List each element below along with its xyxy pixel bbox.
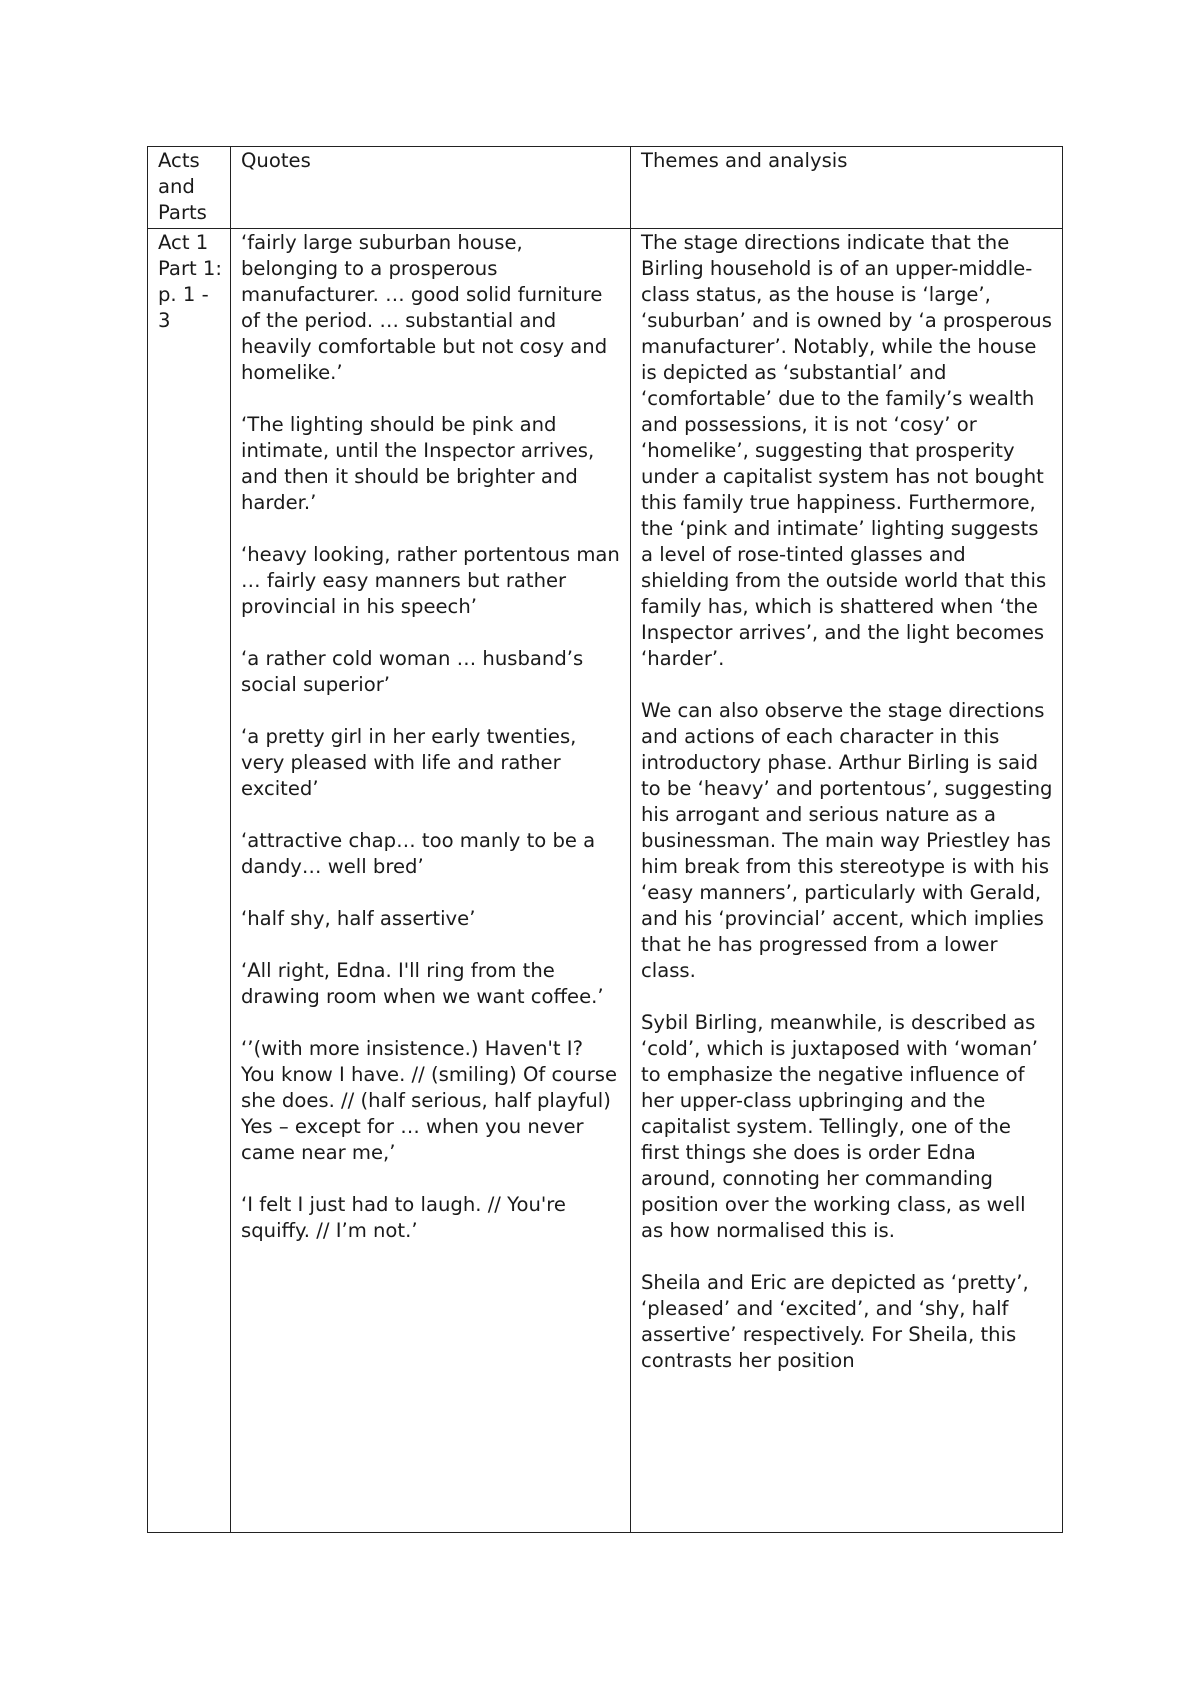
quotes-cell — [231, 229, 631, 1533]
analysis-paragraph: The stage directions indicate that the Birling household is of an upper-middle-class status, as the house is ‘large’, ‘suburban’ and is owned by ‘a prosperous manufacturer’. Notably, while the house is depicted as ‘substantial’ and ‘comfortable’ due to the family’s wealth and possessions, it is not ‘cosy’ or ‘homelike’, suggesting that prosperity under a capitalist system has not bought this family true happiness. Furthermore, the ‘pink and intimate’ lighting suggests a level of rose-tinted glasses and shielding from the outside world that this family has, which is shattered when ‘the Inspector arrives’, and the light becomes ‘harder’. — [641, 231, 1052, 670]
act-part-cell — [148, 229, 231, 1533]
analysis-paragraph: Sheila and Eric are depicted as ‘pretty’, ‘pleased’ and ‘excited’, and ‘shy, half assertive’ respectively. For Sheila, this contrasts her position — [641, 1271, 1029, 1372]
quote-paragraph: ‘The lighting should be pink and intimate, until the Inspector arrives, and then it should be brighter and harder.’ — [241, 413, 595, 514]
quote-paragraph: ‘half shy, half assertive’ — [241, 907, 476, 930]
study-notes-table — [147, 146, 1063, 1533]
quote-paragraph: ‘a rather cold woman … husband’s social superior’ — [241, 647, 584, 696]
header-themes-and-analysis: Themes and analysis — [631, 147, 1063, 229]
header-acts-and-parts: Acts and Parts — [148, 147, 231, 229]
quote-paragraph: ‘I felt I just had to laugh. // You're squiffy. // I’m not.’ — [241, 1193, 566, 1242]
analysis-cell — [631, 229, 1063, 1533]
act-part-label: Act 1 Part 1: p. 1 - 3 — [158, 231, 222, 332]
quote-paragraph: ‘attractive chap… too manly to be a dandy… well bred’ — [241, 829, 596, 878]
analysis-paragraph: Sybil Birling, meanwhile, is described as ‘cold’, which is juxtaposed with ‘woman’ to emphasize the negative influence of her upper-class upbringing and the capitalist system. Tellingly, one of the first things she does is order Edna around, connoting her commanding position over the working class, as well as how normalised this is. — [641, 1011, 1039, 1242]
analysis-paragraph: We can also observe the stage directions and actions of each character in this introductory phase. Arthur Birling is said to be ‘heavy’ and portentous’, suggesting his arrogant and serious nature as a businessman. The main way Priestley has him break from this stereotype is with his ‘easy manners’, particularly with Gerald, and his ‘provincial’ accent, which implies that he has progressed from a lower class. — [641, 699, 1053, 982]
quote-paragraph: ‘fairly large suburban house, belonging to a prosperous manufacturer. … good solid furniture of the period. … substantial and heavily comfortable but not cosy and homelike.’ — [241, 231, 608, 384]
table-header-row — [148, 147, 1063, 229]
table-row — [148, 229, 1063, 1533]
quote-paragraph: ‘’(with more insistence.) Haven't I? You know I have. // (smiling) Of course she does. // (half serious, half playful) Yes – except for … when you never came near me,’ — [241, 1037, 618, 1164]
quote-paragraph: ‘a pretty girl in her early twenties, very pleased with life and rather excited’ — [241, 725, 577, 800]
quote-paragraph: ‘All right, Edna. I'll ring from the drawing room when we want coffee.’ — [241, 959, 604, 1008]
quote-paragraph: ‘heavy looking, rather portentous man … fairly easy manners but rather provincial in his speech’ — [241, 543, 620, 618]
header-quotes: Quotes — [231, 147, 631, 229]
